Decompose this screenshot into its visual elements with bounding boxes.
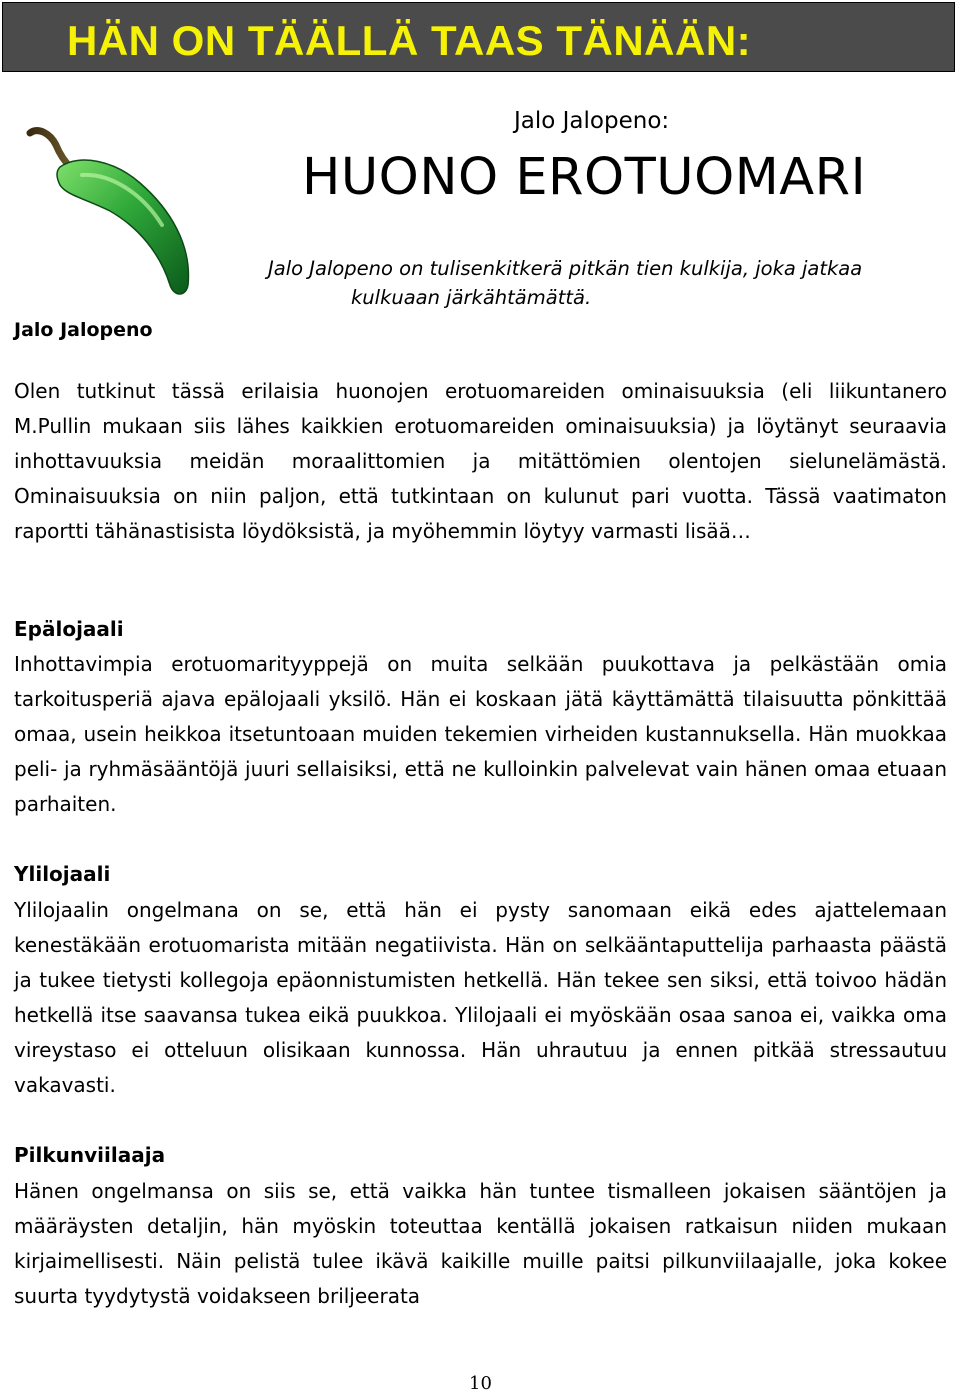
section-heading-epalojaali: Epälojaali — [14, 617, 124, 641]
section-heading-pilkunviilaaja: Pilkunviilaaja — [14, 1143, 166, 1167]
intro-line-2: kulkuaan järkähtämättä. — [351, 286, 592, 309]
section-text-epalojaali: Inhottavimpia erotuomarityyppejä on muita selkään puukottava ja pelkästään omia tarkoitusperiä ajava epälojaali yksilö. Hän ei koskaan jätä käyttämättä tilaisuutta pönkittää omaa, usein heikkoa itsetuntoaan muiden tekemien virheiden kustannuksella. Hän muokkaa peli- ja ryhmäsääntöjä juuri sellaisiksi, että ne kulloinkin palvelevat vain hänen omaa etuaan parhaiten. — [14, 652, 947, 816]
section-heading-ylilojaali: Ylilojaali — [14, 862, 111, 886]
profile-title: HUONO EROTUOMARI — [302, 148, 867, 207]
intro-paragraph: Olen tutkinut tässä erilaisia huonojen erotuomareiden ominaisuuksia (eli liikuntanero M.Pullin mukaan siis lähes kaikkien erotuomareiden ominaisuuksia) ja löytänyt seuraavia inhottavuuksia meidän moraalittomien ja mitättömien olentojen sielunelämästä. Ominaisuuksia on niin paljon, että tutkintaan on kulunut pari vuotta. Tässä vaatimaton raportti tähänastisista löydöksistä, ja myöhemmin löytyy varmasti lisää… — [14, 379, 947, 543]
section-text-pilkunviilaaja: Hänen ongelmansa on siis se, että vaikka hän tuntee tismalleen jokaisen sääntöjen ja määräysten detaljin, hän myöskin toteuttaa kentällä jokaisen ratkaisun niiden mukaan kirjaimellisesti. Näin pelistä tulee ikävä kaikille muille paitsi pilkunviilaajalle, joka kokee suurta tyydytystä voidakseen briljeerata — [14, 1179, 947, 1308]
intro-line-1: Jalo Jalopeno on tulisenkitkerä pitkän tien kulkija, joka jatkaa — [268, 257, 863, 280]
page-number: 10 — [469, 1373, 492, 1394]
pepper-caption: Jalo Jalopeno — [14, 319, 153, 341]
profile-subtitle: Jalo Jalopeno: — [514, 108, 670, 134]
section-text-ylilojaali: Ylilojaalin ongelmana on se, että hän ei pysty sanomaan eikä edes ajattelemaan kenestäkään erotuomarista mitään negatiivista. Hän on selkääntaputtelija parhaasta päästä ja tukee tietysti kollegoja epäonnistumisten hetkellä. Hän tekee sen siksi, että toivoo hädän hetkellä itse saavansa tukea eikä puukkoa. Ylilojaali ei myöskään osaa sanoa ei, vaikka oma vireystaso ei otteluun olisikaan kunnossa. Hän uhrautuu ja ennen pitkää stressautuu vakavasti. — [14, 898, 947, 1097]
title-banner — [2, 2, 955, 72]
banner-title: HÄN ON TÄÄLLÄ TAAS TÄNÄÄN: — [67, 17, 752, 64]
jalapeno-pepper-icon — [20, 125, 205, 300]
profile-intro — [268, 254, 953, 312]
